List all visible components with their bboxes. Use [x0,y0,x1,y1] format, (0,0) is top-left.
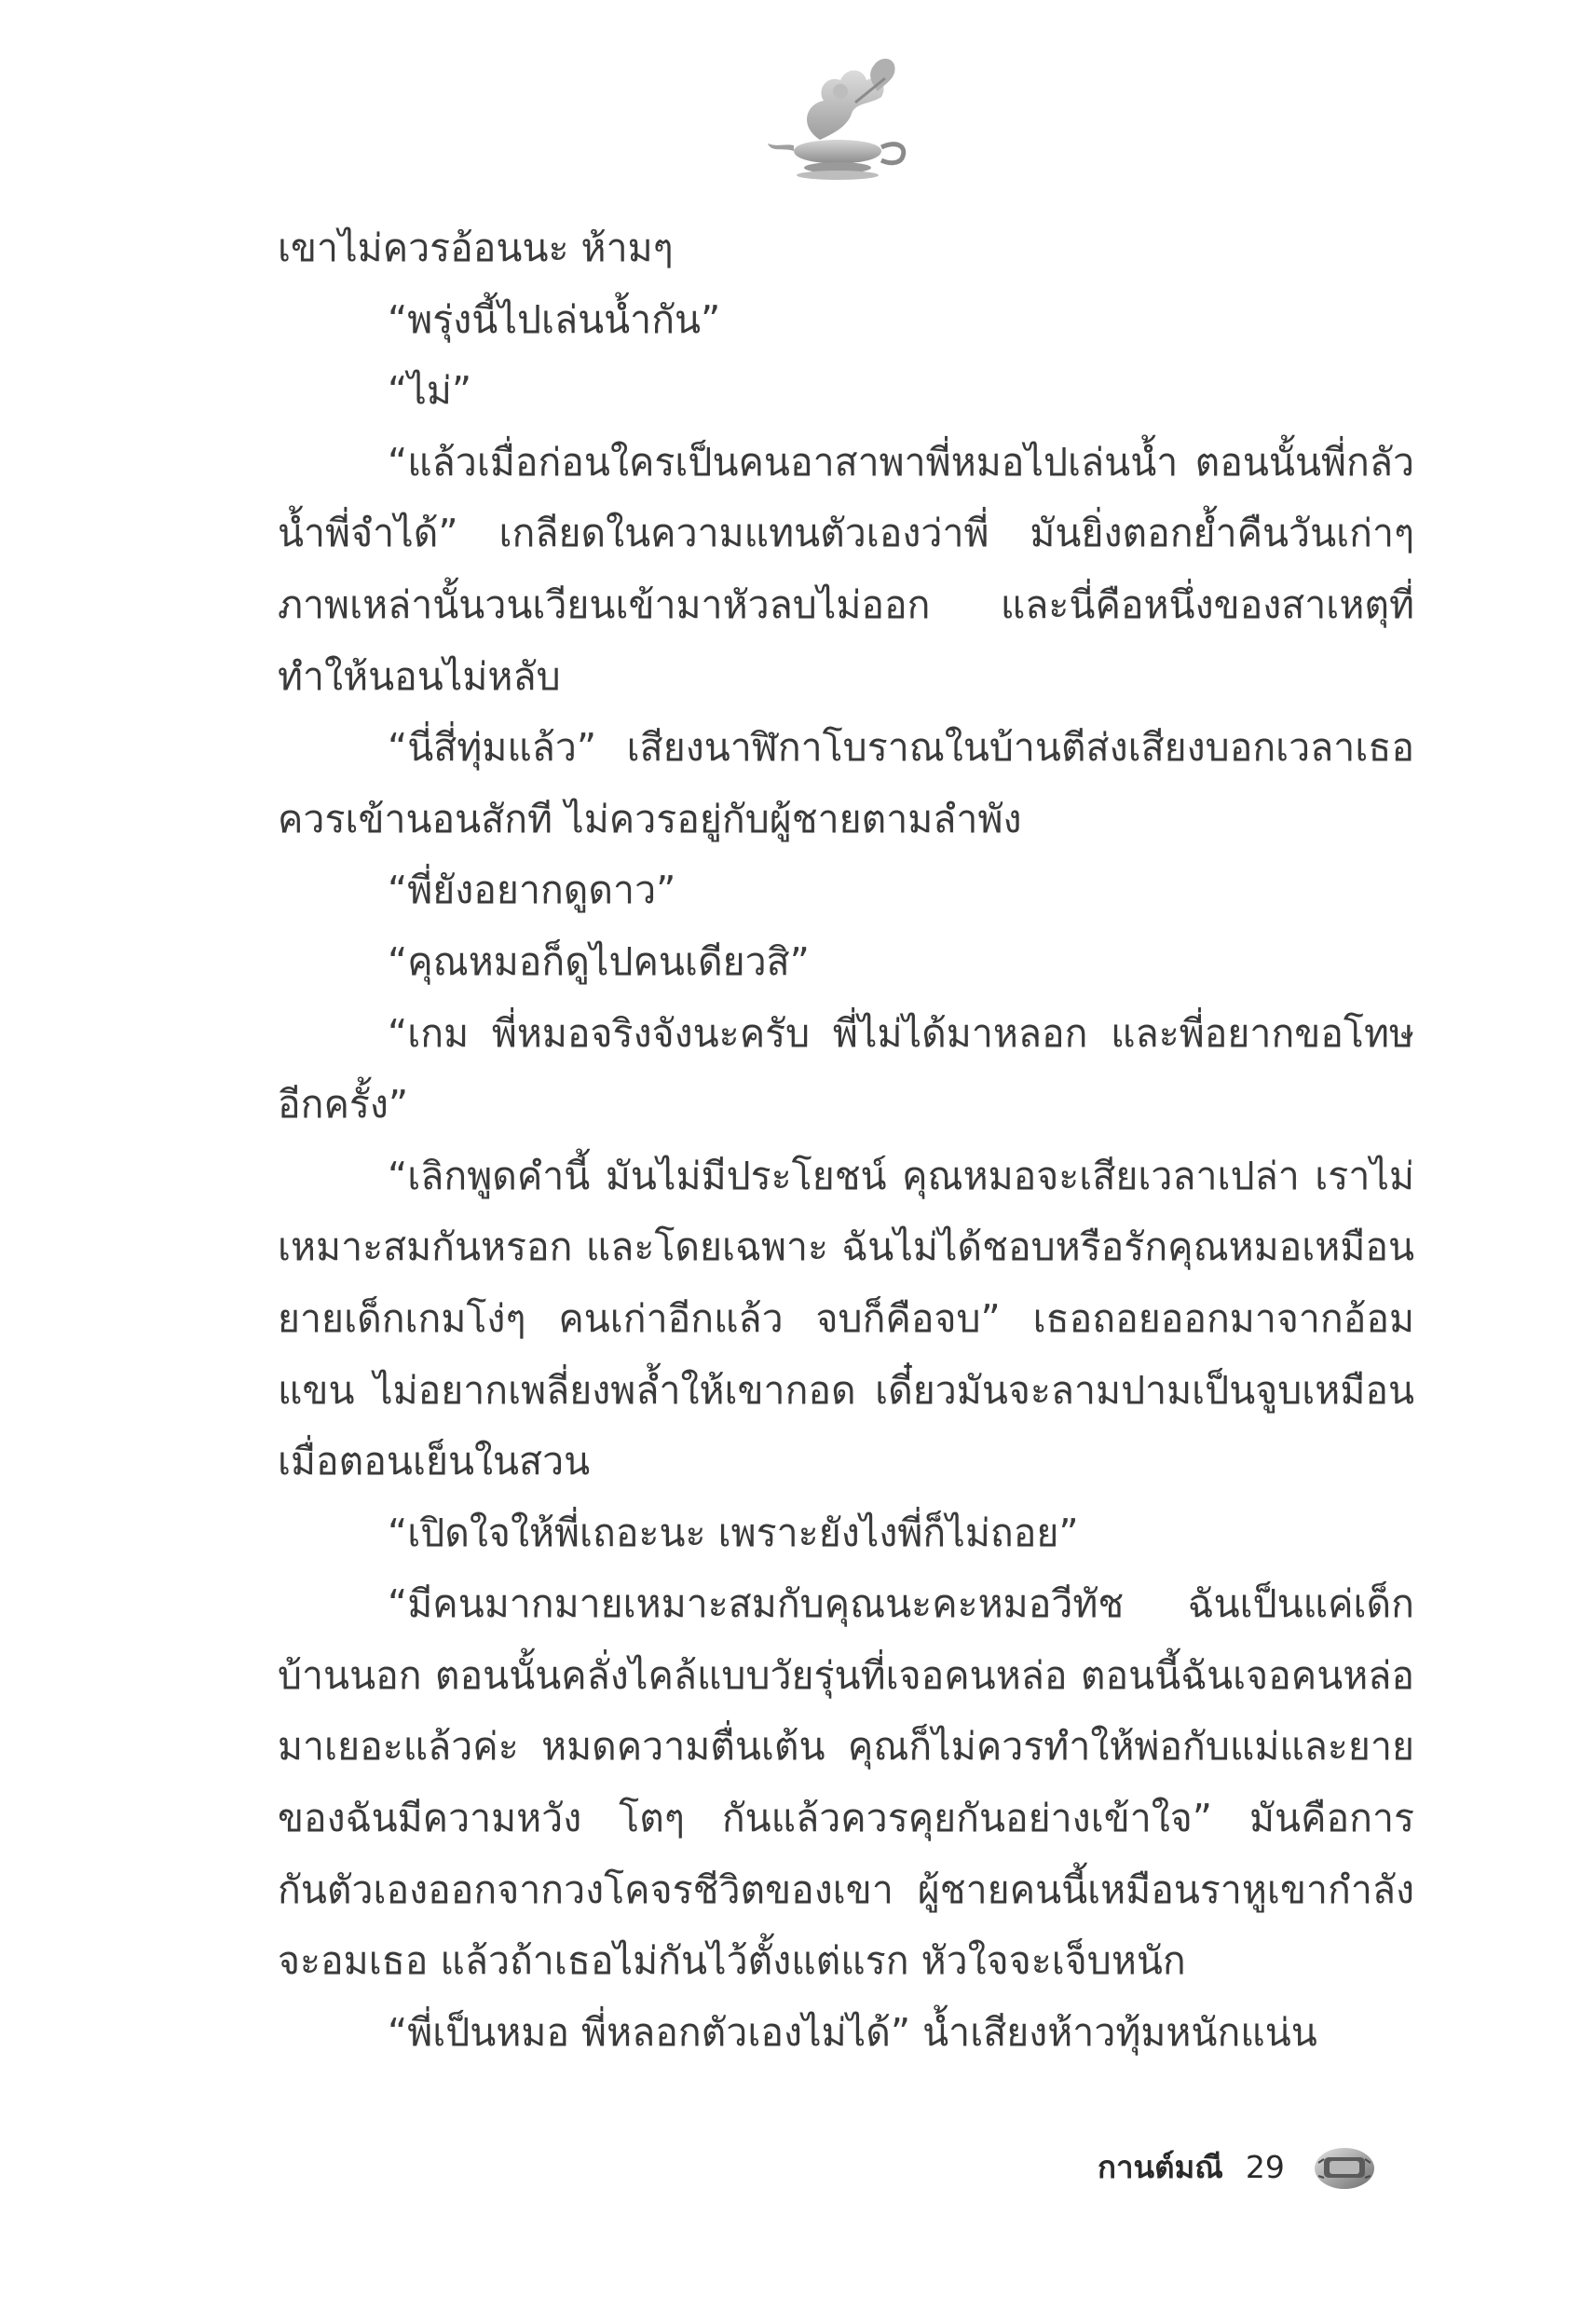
teapot-cupid-ornament-icon [762,47,921,196]
page-footer [1071,2134,1444,2199]
paragraph: “เลิกพูดคำนี้ มันไม่มีประโยชน์ คุณหมอจะเสียเวลาเปล่า เราไม่เหมาะสมกันหรอก และโดยเฉพาะ ฉันไม่ได้ชอบหรือรักคุณหมอเหมือนยายเด็กเกมโง่ๆ คนเก่าอีกแล้ว จบก็คือจบ” เธอถอยออกมาจากอ้อมแขน ไม่อยากเพลี่ยงพล้ำให้เขากอด เดี๋ยวมันจะลามปามเป็นจูบเหมือนเมื่อตอนเย็นในสวน [278,1153,1414,1484]
paragraph: “พี่ยังอยากดูดาว” [388,868,676,913]
page-number: 29 [1245,2148,1285,2185]
paragraph: “ไม่” [388,368,472,414]
paragraph: “คุณหมอก็ดูไปคนเดียวสิ” [388,938,810,984]
paragraph: “เปิดใจให้พี่เถอะนะ เพราะยังไงพี่ก็ไม่ถอย” [388,1510,1079,1555]
book-title: กานต์มณี [1098,2148,1223,2185]
paragraph: “มีคนมากมายเหมาะสมกับคุณนะคะหมอวีทัช ฉันเป็นแค่เด็กบ้านนอก ตอนนั้นคลั่งไคล้แบบวัยรุ่นที่เจอคนหล่อ ตอนนี้ฉันเจอคนหล่อมาเยอะแล้วค่ะ หมดความตื่นเต้น คุณก็ไม่ควรทำให้พ่อกับแม่และยายของฉันมีความหวัง โตๆ กันแล้วควรคุยกันอย่างเข้าใจ” มันคือการกันตัวเองออกจากวงโคจรชีวิตของเขา ผู้ชายคนนี้เหมือนราหูเขากำลังจะอมเธอ แล้วถ้าเธอไม่กันไว้ตั้งแต่แรก หัวใจจะเจ็บหนัก [278,1581,1414,1984]
paragraph: “นี่สี่ทุ่มแล้ว” เสียงนาฬิกาโบราณในบ้านตีส่งเสียงบอกเวลาเธอควรเข้านอนสักที ไม่ควรอยู่กับผู้ชายตามลำพัง [278,725,1414,841]
paragraph: “พรุ่งนี้ไปเล่นน้ำกัน” [388,296,721,342]
paragraph: “พี่เป็นหมอ พี่หลอกตัวเองไม่ได้” น้ำเสียงห้าวทุ้มหนักแน่น [388,2009,1317,2055]
paragraph: เขาไม่ควรอ้อนนะ ห้ามๆ [278,226,674,270]
paragraph: “แล้วเมื่อก่อนใครเป็นคนอาสาพาพี่หมอไปเล่นน้ำ ตอนนั้นพี่กลัวน้ำพี่จำได้” เกลียดในความแทนตัวเองว่าพี่ มันยิ่งตอกย้ำคืนวันเก่าๆ ภาพเหล่านั้นวนเวียนเข้ามาหัวลบไม่ออก และนี่คือหนึ่งของสาเหตุที่ทำให้นอนไม่หลับ [278,439,1414,699]
gem-ring-ornament-icon [1311,2140,1378,2193]
body-text [278,212,1414,2068]
paragraph: “เกม พี่หมอจริงจังนะครับ พี่ไม่ได้มาหลอก และพี่อยากขอโทษอีกครั้ง” [278,1010,1414,1128]
